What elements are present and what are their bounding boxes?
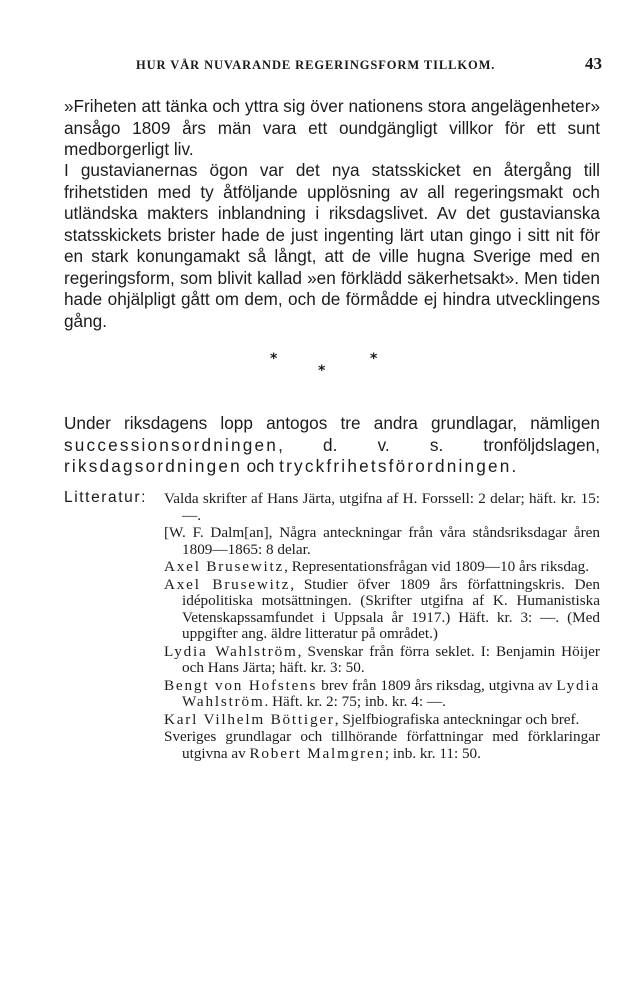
- literature-entry: [164, 678, 600, 711]
- asterisk-icon: *: [270, 351, 278, 367]
- p3-mid: , d. v. s. tronföljdslagen,: [278, 434, 600, 455]
- section-divider: [0, 345, 638, 385]
- p3-end: .: [511, 456, 517, 476]
- entry-text: brev från 1809 års riksdag, utgivna av: [317, 676, 557, 694]
- entry-text: , Studier öfver 1809 års författningskris. Den idépolitiska motsättningen. (Skrifter utgifna af K. Humanistiska Vetenskapssamfundet i Uppsala år 1917.) Häft. kr. 3: —. (Med uppgifter ang. äldre litteratur på området.): [182, 575, 600, 642]
- entry-author: Robert Malmgren: [249, 744, 385, 762]
- paragraph-1: [64, 96, 600, 161]
- literature-entry: [164, 644, 600, 677]
- paragraph-2-text: I gustavianernas ögon var det nya statsskicket en återgång till frihetstiden med ty åtföljande upplösning av all regeringsmakt och utländska makters inblandning i riksdagslivet. Av det gustavianska statsskickets brister hade de just ingenting lärt utan gingo i sitt nit för en stark konungamakt så långt, att de ville hugna Sverige med en regeringsform, som blivit kallad »en förklädd säkerhetsakt». Men tiden hade ohjälpligt gått om dem, och de förmådde ej hindra utvecklingens gång.: [64, 160, 600, 331]
- entry-text: [W. F. Dalm[an], Några anteckningar från våra ståndsriksdagar åren 1809—1865: 8 delar.: [164, 524, 600, 558]
- entry-text: , Svenskar från förra seklet. I: Benjamin Höijer och Hans Järta; häft. kr. 3: 50.: [182, 642, 600, 676]
- term-riksdagsordningen: riksdagsordningen: [64, 456, 242, 476]
- entry-author: Lydia Wahlström: [182, 676, 600, 710]
- entry-author: Axel Brusewitz: [164, 558, 285, 575]
- entry-text: ; inb. kr. 11: 50.: [384, 744, 481, 762]
- paragraph-1-text: »Friheten att tänka och yttra sig över nationens stora angelägenheter» ansågo 1809 års män vara ett oundgängligt villkor för ett sunt medborgerligt liv.: [64, 96, 600, 159]
- entry-author: Bengt von Hofstens: [164, 676, 318, 694]
- literature-entry: [164, 577, 600, 643]
- literature-label: Litteratur:: [64, 489, 148, 506]
- asterisk-icon: *: [318, 363, 326, 379]
- paragraph-3: [64, 413, 600, 478]
- entry-text: Valda skrifter af Hans Järta, utgifna af H. Forssell: 2 delar; häft. kr. 15: —.: [164, 490, 600, 524]
- entry-text: . Häft. kr. 2: 75; inb. kr. 4: —.: [264, 693, 446, 710]
- term-tryckfrihetsforordningen: tryckfrihetsförordningen: [279, 456, 512, 476]
- asterisk-icon: *: [370, 351, 378, 367]
- literature-entry: [164, 491, 600, 524]
- entry-text: , Representationsfrågan vid 1809—10 års riksdag.: [284, 558, 590, 575]
- literature-entry: [164, 712, 600, 729]
- running-title: HUR VÅR NUVARANDE REGERINGSFORM TILLKOM.: [136, 58, 496, 72]
- paragraph-2: [64, 160, 600, 332]
- literature-entry: [164, 559, 600, 576]
- p3-before: Under riksdagens lopp antogos tre andra grundlagar, nämligen: [64, 413, 600, 433]
- entry-text: , Sjelfbiografiska anteckningar och bref.: [334, 710, 580, 728]
- paragraph-3-text: [64, 413, 600, 478]
- p3-mid2: och: [241, 456, 280, 476]
- page-header: [96, 56, 602, 76]
- entry-author: Karl Vilhelm Böttiger: [164, 710, 335, 728]
- term-successionsordningen: successionsordningen: [64, 434, 279, 455]
- entry-author: Axel Brusewitz: [164, 575, 291, 593]
- page-number: 43: [585, 54, 602, 73]
- literature-entry: [164, 525, 600, 558]
- entry-author: Lydia Wahlström: [164, 642, 298, 660]
- literature-list: [164, 491, 600, 763]
- literature-entry: [164, 729, 600, 762]
- entry-text: Sveriges grundlagar och tillhörande författningar med förklaringar utgivna av: [164, 728, 600, 762]
